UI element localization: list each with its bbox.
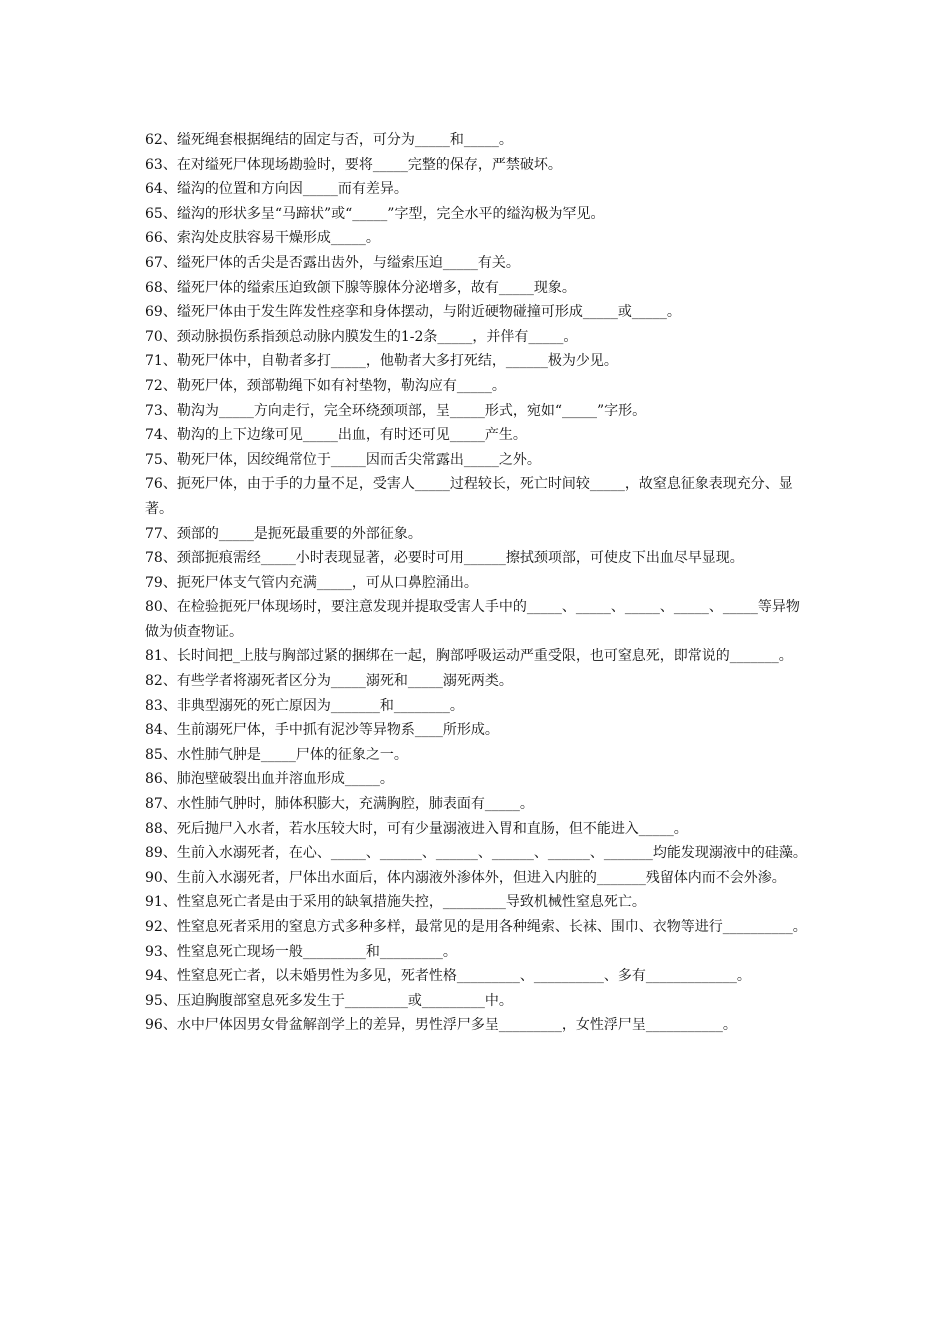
question-90: 90、生前入水溺死者，尸体出水面后，体内溺液外渗体外，但进入内脏的_______残留体内而不会外渗。: [145, 869, 786, 886]
question-95: 95、压迫胸腹部窒息死多发生于_________或_________中。: [145, 992, 513, 1009]
question-87: 87、水性肺气肿时，肺体积膨大，充满胸腔，肺表面有_____。: [145, 796, 534, 813]
question-88: 88、死后抛尸入水者，若水压较大时，可有少量溺液进入胃和直肠，但不能进入_____。: [145, 820, 688, 837]
question-96: 96、水中尸体因男女骨盆解剖学上的差异，男性浮尸多呈_________，女性浮尸呈___________。: [145, 1017, 737, 1034]
question-65: 65、缢沟的形状多呈“马蹄状”或“_____”字型，完全水平的缢沟极为罕见。: [145, 205, 605, 222]
question-93: 93、性窒息死亡现场一般_________和_________。: [145, 943, 457, 960]
question-66: 66、索沟处皮肤容易干燥形成_____。: [145, 230, 380, 247]
question-63: 63、在对缢死尸体现场勘验时，要将_____完整的保存，严禁破坏。: [145, 156, 562, 173]
question-82: 82、有些学者将溺死者区分为_____溺死和_____溺死两类。: [145, 673, 513, 690]
question-92: 92、性窒息死者采用的窒息方式多种多样，最常见的是用各种绳索、长袜、围巾、衣物等进行__________。: [145, 919, 807, 935]
document-page: [145, 128, 809, 1038]
question-71: 71、勒死尸体中，自勒者多打_____，他勒者大多打死结，______极为少见。: [145, 353, 618, 370]
question-62: 62、缢死绳套根据绳结的固定与否，可分为_____和_____。: [145, 132, 513, 148]
question-74: 74、勒沟的上下边缘可见_____出血，有时还可见_____产生。: [145, 427, 527, 444]
question-81: 81、长时间把_上肢与胸部过紧的捆绑在一起，胸部呼吸运动严重受限，也可窒息死，即常说的_______。: [145, 648, 793, 665]
question-76: 76、扼死尸体，由于手的力量不足，受害人_____过程较长，死亡时间较_____，故窒息征象表现充分、显著。: [145, 476, 793, 517]
question-73: 73、勒沟为_____方向走行，完全环绕颈项部，呈_____形式，宛如“_____”字形。: [145, 402, 647, 419]
question-75: 75、勒死尸体，因绞绳常位于_____因而舌尖常露出_____之外。: [145, 451, 541, 468]
question-77: 77、颈部的_____是扼死最重要的外部征象。: [145, 525, 422, 542]
question-83: 83、非典型溺死的死亡原因为_______和________。: [145, 697, 464, 714]
question-70: 70、颈动脉损伤系指颈总动脉内膜发生的1-2条_____，并伴有_____。: [145, 328, 578, 345]
question-68: 68、缢死尸体的缢索压迫致颌下腺等腺体分泌增多，故有_____现象。: [145, 279, 576, 296]
question-80: 80、在检验扼死尸体现场时，要注意发现并提取受害人手中的_____、_____、_____、_____、_____等异物做为侦查物证。: [145, 599, 800, 640]
question-86: 86、肺泡壁破裂出血并溶血形成_____。: [145, 771, 394, 788]
question-69: 69、缢死尸体由于发生阵发性痉挛和身体摆动，与附近硬物碰撞可形成_____或_____。: [145, 304, 681, 321]
question-79: 79、扼死尸体支气管内充满_____，可从口鼻腔涌出。: [145, 574, 478, 591]
question-89: 89、生前入水溺死者，在心、_____、______、______、______、______、_______均能发现溺液中的硅藻。: [145, 845, 807, 862]
question-78: 78、颈部扼痕需经_____小时表现显著，必要时可用______擦拭颈项部，可使皮下出血尽早显现。: [145, 550, 744, 567]
question-94: 94、性窒息死亡者，以未婚男性为多见，死者性格_________、__________、多有_____________。: [145, 968, 751, 985]
question-85: 85、水性肺气肿是_____尸体的征象之一。: [145, 746, 408, 763]
question-84: 84、生前溺死尸体，手中抓有泥沙等异物系____所形成。: [145, 722, 499, 739]
question-67: 67、缢死尸体的舌尖是否露出齿外，与缢索压迫_____有关。: [145, 254, 520, 271]
question-72: 72、勒死尸体，颈部勒绳下如有衬垫物，勒沟应有_____。: [145, 377, 506, 394]
question-91: 91、性窒息死亡者是由于采用的缺氧措施失控，_________导致机械性窒息死亡。: [145, 894, 646, 911]
question-64: 64、缢沟的位置和方向因_____而有差异。: [145, 181, 408, 198]
